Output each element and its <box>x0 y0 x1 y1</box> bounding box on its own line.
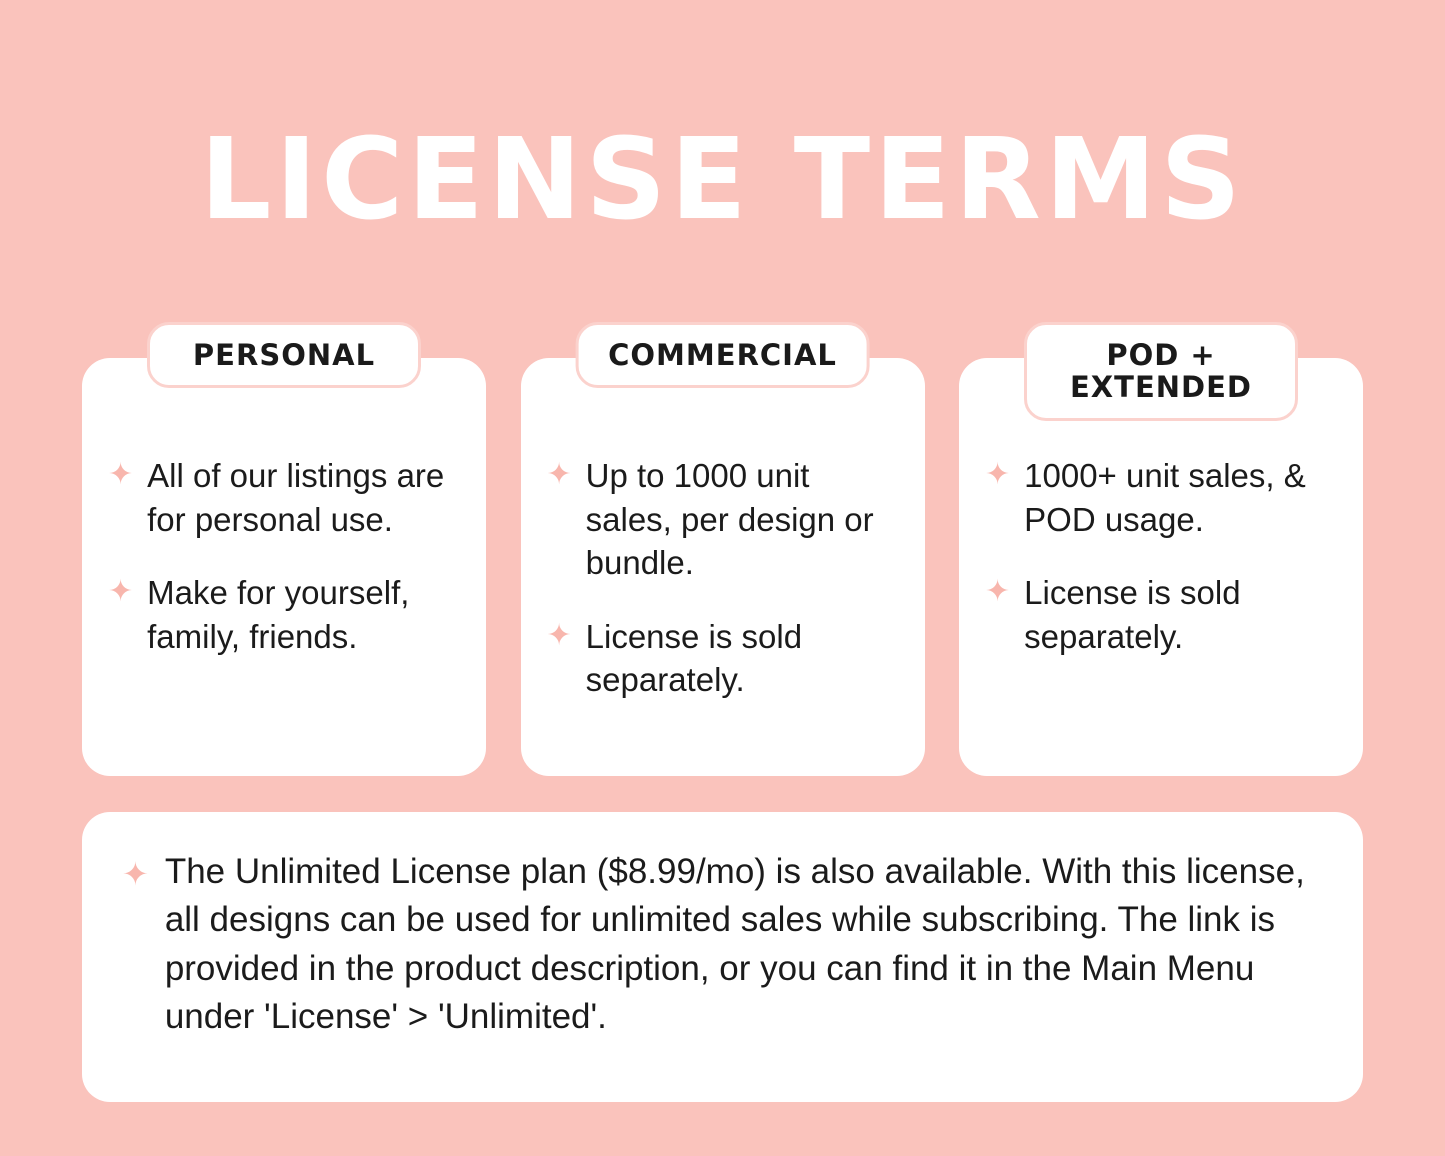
star-icon: ✦ <box>985 458 1011 491</box>
bullet-list-commercial <box>547 454 899 702</box>
list-item <box>985 454 1337 541</box>
bullet-text: Up to 1000 unit sales, per design or bundle. <box>585 457 874 582</box>
license-cards-row <box>82 338 1363 776</box>
note-text: The Unlimited License plan ($8.99/mo) is also available. With this license, all designs can be used for unlimited sales while subscribing. The link is provided in the product description, or you can find it in the Main Menu under 'License' > 'Unlimited'. <box>164 852 1305 1036</box>
bullet-text: 1000+ unit sales, & POD usage. <box>1024 457 1306 538</box>
card-heading-personal: PERSONAL <box>147 322 421 388</box>
star-icon: ✦ <box>546 618 572 652</box>
license-card-commercial <box>521 338 925 776</box>
star-icon: ✦ <box>108 575 134 609</box>
unlimited-license-note <box>82 812 1363 1102</box>
star-icon: ✦ <box>122 856 149 892</box>
star-icon: ✦ <box>985 575 1011 609</box>
bullet-list-pod-extended <box>985 454 1337 658</box>
bullet-list-personal <box>108 454 460 658</box>
list-item <box>985 571 1337 658</box>
card-heading-pod-extended: POD + EXTENDED <box>1024 322 1298 421</box>
card-heading-commercial: COMMERCIAL <box>575 322 870 388</box>
star-icon: ✦ <box>108 458 134 491</box>
page-title: LICENSE TERMS <box>200 115 1245 245</box>
list-item <box>547 454 899 585</box>
bullet-text: License is sold separately. <box>585 617 803 699</box>
bullet-text: All of our listings are for personal use. <box>147 457 445 538</box>
bullet-text: Make for yourself, family, friends. <box>147 574 410 655</box>
list-item <box>108 454 460 541</box>
list-item <box>547 615 899 702</box>
star-icon: ✦ <box>546 458 572 491</box>
list-item <box>108 571 460 658</box>
license-card-pod-extended <box>959 338 1363 776</box>
bullet-text: License is sold separately. <box>1024 574 1241 655</box>
license-card-personal <box>82 338 486 776</box>
